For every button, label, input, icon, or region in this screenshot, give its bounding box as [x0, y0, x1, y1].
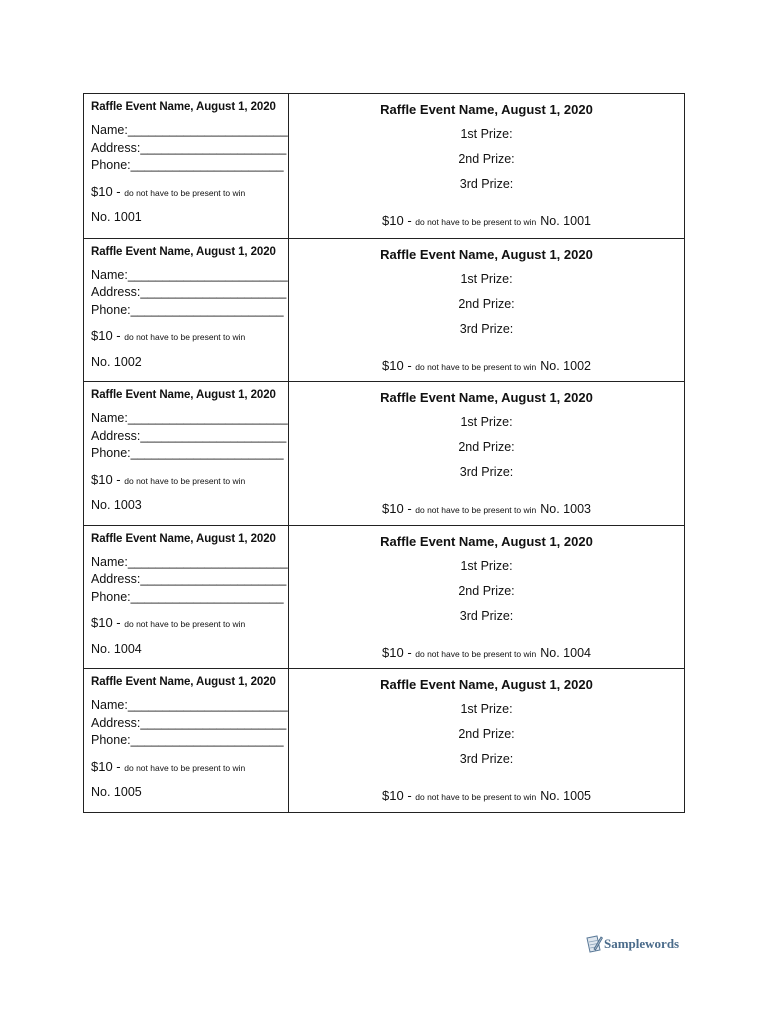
- stub-price: $10 -: [91, 328, 125, 344]
- prize-2: 2nd Prize:: [458, 440, 515, 455]
- stub-title: Raffle Event Name, August 1, 2020: [91, 676, 276, 689]
- ticket-stub: [84, 382, 289, 525]
- stub-price-line: [91, 327, 288, 345]
- main-price: $10 -: [382, 357, 416, 373]
- address-field: Address:_____________________: [91, 285, 287, 300]
- stub-price: $10 -: [91, 471, 125, 487]
- main-ticket-number: No. 1005: [540, 789, 591, 804]
- prize-1: 1st Prize:: [460, 127, 513, 141]
- name-field: Name:_______________________: [91, 554, 288, 569]
- main-title: Raffle Event Name, August 1, 2020: [380, 677, 593, 693]
- name-field: Name:_______________________: [91, 123, 288, 137]
- ticket-stub: [84, 669, 289, 812]
- main-footer: [289, 500, 684, 518]
- main-price: $10 -: [382, 501, 416, 517]
- stub-price-note: do not have to be present to win: [124, 187, 246, 198]
- raffle-ticket: [84, 668, 684, 812]
- prize-3: 3rd Prize:: [459, 465, 514, 480]
- phone-field: Phone:______________________: [91, 446, 284, 461]
- stub-fields: [91, 554, 288, 607]
- stub-fields: [91, 122, 288, 175]
- stub-fields: [91, 267, 288, 320]
- ticket-main: [289, 94, 684, 238]
- stub-price: $10 -: [91, 758, 125, 774]
- raffle-ticket: [84, 94, 684, 238]
- prize-2: 2nd Prize:: [458, 583, 515, 598]
- prize-3: 3rd Prize:: [459, 608, 514, 623]
- address-field: Address:_____________________: [91, 140, 287, 155]
- stub-ticket-number: No. 1005: [91, 785, 142, 800]
- stub-title: Raffle Event Name, August 1, 2020: [91, 245, 276, 258]
- stub-price-note: do not have to be present to win: [124, 619, 246, 630]
- main-price-note: do not have to be present to win: [415, 361, 537, 372]
- stub-ticket-number: No. 1002: [91, 354, 142, 369]
- address-field: Address:_____________________: [91, 572, 287, 587]
- address-field: Address:_____________________: [91, 715, 287, 730]
- ticket-main: [289, 239, 684, 382]
- main-footer: [289, 212, 684, 230]
- ticket-stub: [84, 239, 289, 382]
- main-ticket-number: No. 1002: [540, 358, 591, 373]
- ticket-stub: [84, 526, 289, 669]
- main-title: Raffle Event Name, August 1, 2020: [380, 246, 593, 262]
- stub-fields: [91, 697, 288, 750]
- main-price: $10 -: [382, 644, 416, 660]
- name-field: Name:_______________________: [91, 698, 288, 713]
- raffle-ticket: [84, 525, 684, 669]
- stub-price-note: do not have to be present to win: [124, 762, 246, 773]
- main-ticket-number: No. 1004: [540, 645, 591, 660]
- main-price-note: do not have to be present to win: [415, 217, 537, 227]
- main-price: $10 -: [382, 213, 416, 228]
- stub-ticket-number: No. 1003: [91, 498, 142, 513]
- prize-2: 2nd Prize:: [458, 296, 515, 311]
- prize-1: 1st Prize:: [460, 271, 513, 286]
- prize-1: 1st Prize:: [460, 702, 513, 717]
- main-title: Raffle Event Name, August 1, 2020: [380, 390, 593, 406]
- main-title: Raffle Event Name, August 1, 2020: [380, 533, 593, 549]
- phone-field: Phone:______________________: [91, 158, 284, 172]
- stub-price: $10 -: [91, 183, 125, 199]
- samplewords-logo[interactable]: [585, 934, 679, 954]
- stub-ticket-number: No. 1001: [91, 210, 142, 224]
- logo-text: Samplewords: [604, 936, 680, 951]
- stub-price-line: [91, 471, 288, 489]
- main-price-note: do not have to be present to win: [415, 792, 537, 803]
- ticket-stub: [84, 94, 289, 238]
- prize-3: 3rd Prize:: [459, 752, 514, 767]
- stub-price-line: [91, 758, 288, 776]
- main-ticket-number: No. 1001: [540, 214, 591, 228]
- name-field: Name:_______________________: [91, 267, 288, 282]
- stub-title: Raffle Event Name, August 1, 2020: [91, 389, 276, 402]
- main-price: $10 -: [382, 788, 416, 804]
- ticket-main: [289, 526, 684, 669]
- paper-pencil-icon: [585, 934, 603, 954]
- stub-price-line: [91, 183, 288, 201]
- main-footer: [289, 644, 684, 662]
- ticket-main: [289, 669, 684, 812]
- prize-3: 3rd Prize:: [459, 321, 514, 336]
- phone-field: Phone:______________________: [91, 589, 284, 604]
- raffle-ticket-sheet: [83, 93, 685, 813]
- prize-1: 1st Prize:: [460, 558, 513, 573]
- stub-price: $10 -: [91, 615, 125, 631]
- stub-price-note: do not have to be present to win: [124, 332, 246, 343]
- stub-price-note: do not have to be present to win: [124, 475, 246, 486]
- ticket-main: [289, 382, 684, 525]
- stub-price-line: [91, 614, 288, 632]
- main-price-note: do not have to be present to win: [415, 648, 537, 659]
- main-ticket-number: No. 1003: [540, 502, 591, 517]
- prize-1: 1st Prize:: [460, 415, 513, 430]
- raffle-ticket: [84, 381, 684, 525]
- address-field: Address:_____________________: [91, 428, 287, 443]
- main-price-note: do not have to be present to win: [415, 505, 537, 516]
- prize-3: 3rd Prize:: [459, 177, 514, 191]
- stub-fields: [91, 410, 288, 463]
- prize-2: 2nd Prize:: [458, 152, 515, 166]
- raffle-ticket: [84, 238, 684, 382]
- name-field: Name:_______________________: [91, 411, 288, 426]
- stub-ticket-number: No. 1004: [91, 641, 142, 656]
- prize-2: 2nd Prize:: [458, 727, 515, 742]
- main-footer: [289, 787, 684, 805]
- stub-title: Raffle Event Name, August 1, 2020: [91, 101, 276, 113]
- stub-title: Raffle Event Name, August 1, 2020: [91, 532, 276, 545]
- main-footer: [289, 357, 684, 375]
- phone-field: Phone:______________________: [91, 733, 284, 748]
- main-title: Raffle Event Name, August 1, 2020: [380, 102, 593, 117]
- phone-field: Phone:______________________: [91, 302, 284, 317]
